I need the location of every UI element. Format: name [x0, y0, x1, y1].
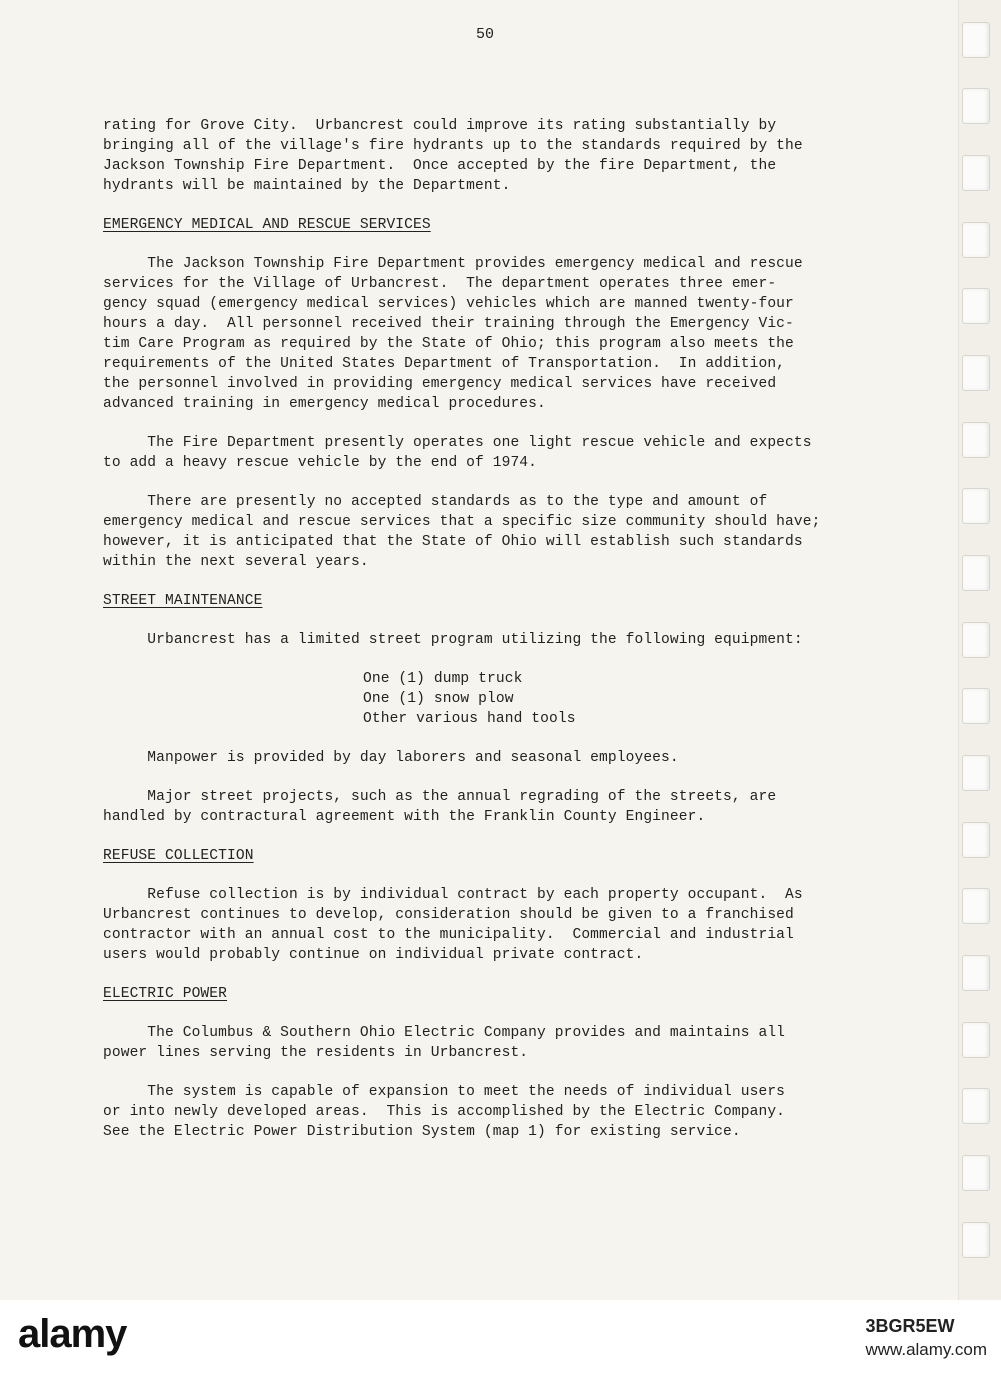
- binding-hole: [962, 222, 990, 258]
- text-line: requirements of the United States Department of Transportation. In addition,: [103, 356, 786, 372]
- binding-hole: [962, 688, 990, 724]
- paragraph: [103, 492, 893, 572]
- text-line: rating for Grove City. Urbancrest could improve its rating substantially by: [103, 118, 777, 134]
- binding-hole: [962, 1022, 990, 1058]
- section-heading: ELECTRIC POWER: [103, 986, 228, 1002]
- equipment-list: [103, 669, 893, 729]
- text-line: within the next several years.: [103, 554, 369, 570]
- text-line: power lines serving the residents in Urbancrest.: [103, 1045, 529, 1061]
- binding-hole: [962, 1088, 990, 1124]
- document-body: [103, 116, 893, 1161]
- text-line: hydrants will be maintained by the Department.: [103, 178, 511, 194]
- footer-meta: [865, 1314, 987, 1362]
- text-line: The system is capable of expansion to meet the needs of individual users: [103, 1084, 786, 1100]
- binding-hole: [962, 355, 990, 391]
- text-line: Urbancrest has a limited street program utilizing the following equipment:: [103, 632, 803, 648]
- binding-hole: [962, 1155, 990, 1191]
- paragraph: [103, 1023, 893, 1063]
- paragraph: [103, 630, 893, 650]
- text-line: handled by contractural agreement with the Franklin County Engineer.: [103, 809, 706, 825]
- paragraph: [103, 748, 893, 768]
- binding-hole: [962, 88, 990, 124]
- text-line: to add a heavy rescue vehicle by the end of 1974.: [103, 455, 538, 471]
- text-line: advanced training in emergency medical procedures.: [103, 396, 546, 412]
- paragraph: [103, 433, 893, 473]
- paragraph: [103, 787, 893, 827]
- text-line: Major street projects, such as the annual regrading of the streets, are: [103, 789, 777, 805]
- page-number: 50: [475, 26, 494, 43]
- text-line: Urbancrest continues to develop, consideration should be given to a franchised: [103, 907, 794, 923]
- footer-bar: [0, 1300, 1001, 1390]
- text-line: however, it is anticipated that the State of Ohio will establish such standards: [103, 534, 803, 550]
- binding-hole: [962, 422, 990, 458]
- equipment-item: Other various hand tools: [363, 711, 576, 727]
- binding-hole: [962, 1222, 990, 1258]
- text-line: The Fire Department presently operates one light rescue vehicle and expects: [103, 435, 812, 451]
- text-line: There are presently no accepted standards as to the type and amount of: [103, 494, 768, 510]
- paragraph: [103, 1082, 893, 1142]
- text-line: See the Electric Power Distribution System (map 1) for existing service.: [103, 1124, 741, 1140]
- text-line: contractor with an annual cost to the municipality. Commercial and industrial: [103, 927, 794, 943]
- image-id: 3BGR5EW: [865, 1316, 955, 1336]
- binding-hole: [962, 288, 990, 324]
- binding-hole: [962, 822, 990, 858]
- binding-hole: [962, 955, 990, 991]
- text-line: services for the Village of Urbancrest. The department operates three emer-: [103, 276, 777, 292]
- binding-hole: [962, 555, 990, 591]
- alamy-logo: alamy: [18, 1312, 127, 1356]
- text-line: Refuse collection is by individual contract by each property occupant. As: [103, 887, 803, 903]
- text-line: or into newly developed areas. This is accomplished by the Electric Company.: [103, 1104, 786, 1120]
- text-line: tim Care Program as required by the State of Ohio; this program also meets the: [103, 336, 794, 352]
- text-line: users would probably continue on individual private contract.: [103, 947, 644, 963]
- equipment-item: One (1) dump truck: [363, 671, 523, 687]
- text-line: bringing all of the village's fire hydrants up to the standards required by the: [103, 138, 803, 154]
- site-url: www.alamy.com: [865, 1340, 987, 1359]
- text-line: The Columbus & Southern Ohio Electric Company provides and maintains all: [103, 1025, 786, 1041]
- section-heading: EMERGENCY MEDICAL AND RESCUE SERVICES: [103, 217, 431, 233]
- text-line: Manpower is provided by day laborers and seasonal employees.: [103, 750, 679, 766]
- text-line: The Jackson Township Fire Department provides emergency medical and rescue: [103, 256, 803, 272]
- binding-hole: [962, 488, 990, 524]
- paragraph: [103, 254, 893, 414]
- section-heading: STREET MAINTENANCE: [103, 593, 263, 609]
- text-line: emergency medical and rescue services that a specific size community should have;: [103, 514, 821, 530]
- binding-hole: [962, 755, 990, 791]
- equipment-item: One (1) snow plow: [363, 691, 514, 707]
- binding-hole: [962, 622, 990, 658]
- text-line: hours a day. All personnel received their training through the Emergency Vic-: [103, 316, 794, 332]
- paragraph: [103, 885, 893, 965]
- text-line: the personnel involved in providing emergency medical services have received: [103, 376, 777, 392]
- text-line: Jackson Township Fire Department. Once accepted by the fire Department, the: [103, 158, 777, 174]
- binding-hole: [962, 155, 990, 191]
- text-line: gency squad (emergency medical services) vehicles which are manned twenty-four: [103, 296, 794, 312]
- section-heading: REFUSE COLLECTION: [103, 848, 254, 864]
- paragraph: [103, 116, 893, 196]
- binding-hole: [962, 888, 990, 924]
